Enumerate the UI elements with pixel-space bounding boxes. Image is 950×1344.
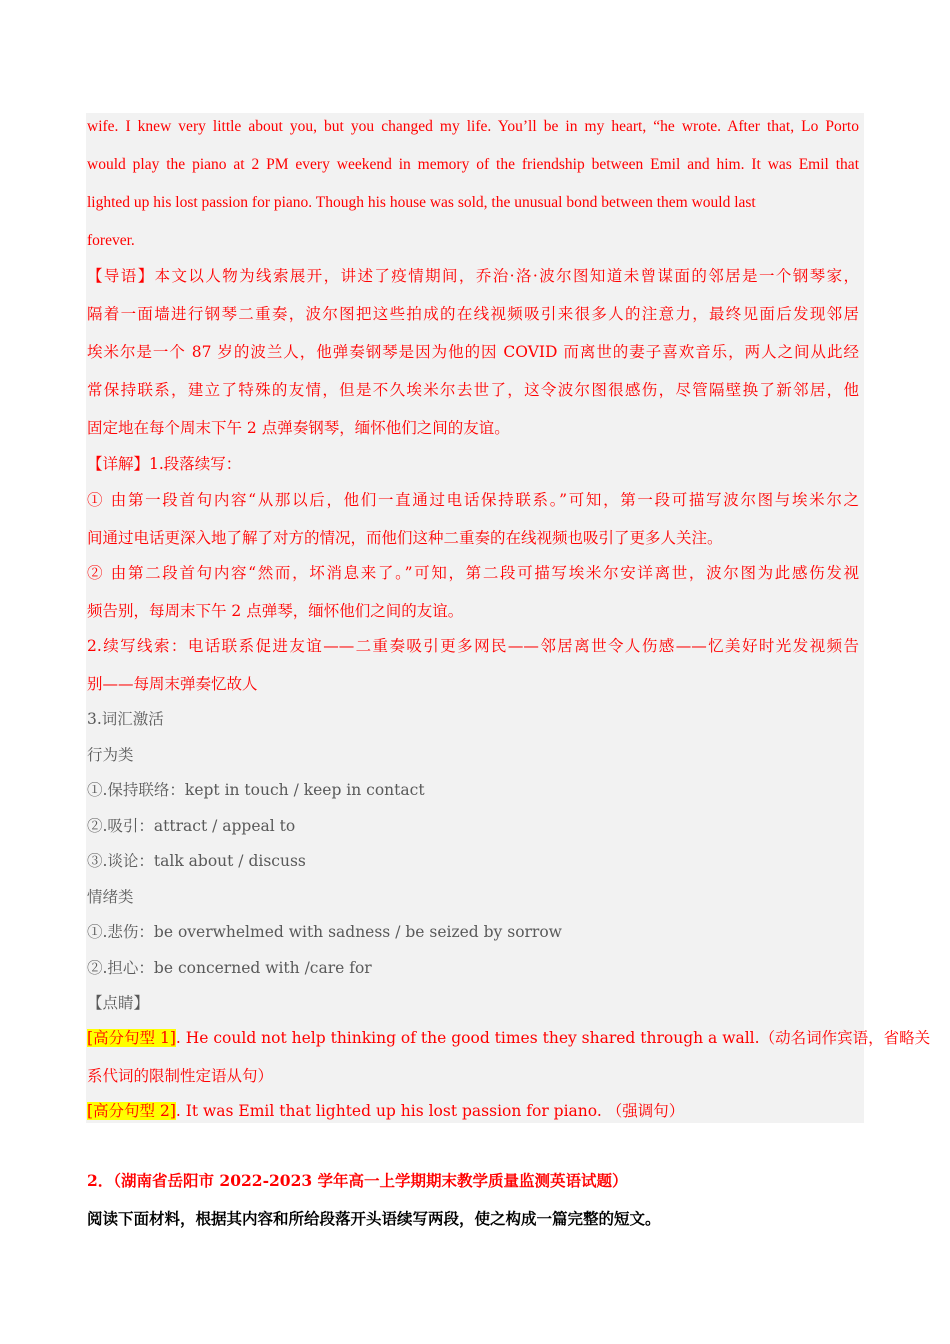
sentence-pattern-1	[87, 1027, 931, 1049]
sentence-pattern-1-cont: 系代词的限制性定语从句）	[87, 1067, 274, 1085]
guide-line: 固定地在每个周末下午 2 点弹奏钢琴，缅怀他们之间的友谊。	[87, 419, 510, 437]
guide-line: 埃米尔是一个 87 岁的波兰人，他弹奏钢琴是因为他的因 COVID 而离世的妻子喜欢音乐，两人之间从此经	[87, 343, 859, 361]
detail-p1-line: ① 由第一段首句内容“从那以后，他们一直通过电话保持联系。”可知，第一段可描写波尔图与埃米尔之	[87, 491, 859, 509]
vocab-item: ①.保持联络：kept in touch / keep in contact	[87, 781, 425, 799]
essay-line: would play the piano at 2 PM every weekend in memory of the friendship between Emil and him. It was Emil that	[87, 156, 859, 173]
detail-p1-line: 间通过电话更深入地了解了对方的情况，而他们这种二重奏的在线视频也吸引了更多人关注。	[87, 529, 723, 547]
clue-line: 2.续写线索：电话联系促进友谊——二重奏吸引更多网民——邻居离世令人伤感——忆美好时光发视频告	[87, 637, 859, 655]
vocab-item: ③.谈论：talk about / discuss	[87, 852, 306, 870]
essay-line: forever.	[87, 232, 135, 249]
detail-p2-line: ② 由第二段首句内容“然而，坏消息来了。”可知，第二段可描写埃米尔安详离世，波尔图为此感伤发视	[87, 564, 859, 582]
guide-text: 本文以人物为线索展开，讲述了疫情期间，乔治·洛·波尔图知道未曾谋面的邻居是一个钢琴家，	[154, 267, 859, 285]
sentence-text-2: . It was Emil that lighted up his lost passion for piano. （强调句）	[175, 1102, 685, 1120]
essay-line: lighted up his lost passion for piano. Though his house was sold, the unusual bond between them would last	[87, 194, 756, 211]
question-2-instruction: 阅读下面材料，根据其内容和所给段落开头语续写两段，使之构成一篇完整的短文。	[87, 1209, 661, 1228]
detail-label: 【详解】	[87, 455, 150, 473]
guide-label: 【导语】	[87, 267, 155, 285]
vocab-title: 3.词汇激活	[87, 710, 164, 728]
sentence-tag-2: [高分句型 2]	[87, 1102, 176, 1120]
clue-line: 别——每周末弹奏忆故人	[87, 675, 258, 693]
vocab-category: 情绪类	[87, 888, 134, 906]
essay-line: wife. I knew very little about you, but you changed my life. You’ll be in my heart, “he wrote. After that, Lo Porto	[87, 118, 859, 135]
detail-line	[87, 453, 241, 475]
vocab-item: ①.悲伤：be overwhelmed with sadness / be seized by sorrow	[87, 923, 562, 941]
guide-line: 常保持联系，建立了特殊的友情，但是不久埃米尔去世了，这令波尔图很感伤，尽管隔壁换了新邻居，他	[87, 381, 859, 399]
sentence-text-1: . He could not help thinking of the good times they shared through a wall.（动名词作宾语，省略关	[175, 1029, 931, 1047]
guide-line: 隔着一面墙进行钢琴二重奏，波尔图把这些拍成的在线视频吸引来很多人的注意力，最终见面后发现邻居	[87, 305, 859, 323]
sentence-pattern-2	[87, 1100, 684, 1122]
detail-first: 1.段落续写：	[149, 455, 242, 473]
sentence-tag-1: [高分句型 1]	[87, 1029, 176, 1047]
question-2-heading: 2．（湖南省岳阳市 2022-2023 学年高一上学期期末教学质量监测英语试题）	[87, 1171, 628, 1190]
vocab-item: ②.担心：be concerned with /care for	[87, 959, 372, 977]
guide-line	[87, 265, 859, 287]
vocab-item: ②.吸引：attract / appeal to	[87, 817, 296, 835]
vocab-category: 行为类	[87, 746, 134, 764]
highlight-label: 【点睛】	[87, 994, 150, 1012]
detail-p2-line: 频告别，每周末下午 2 点弹琴，缅怀他们之间的友谊。	[87, 602, 464, 620]
